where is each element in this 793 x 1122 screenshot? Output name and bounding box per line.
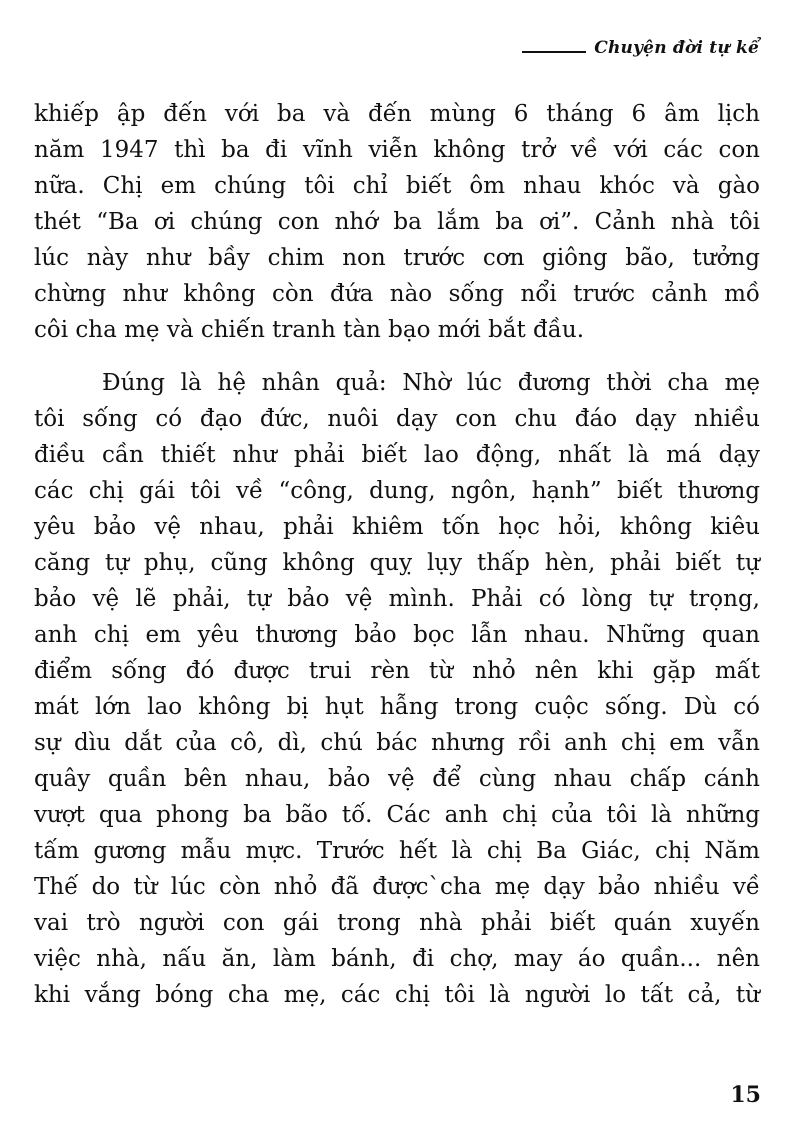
text-line: năm 1947 thì ba đi vĩnh viễn không trở về với các con	[34, 137, 760, 163]
text-line: anh chị em yêu thương bảo bọc lẫn nhau. Những quan	[34, 622, 760, 648]
text-line: quây quần bên nhau, bảo vệ để cùng nhau chấp cánh	[34, 766, 760, 792]
paragraph	[34, 365, 760, 1013]
page-number: 15	[730, 1082, 761, 1108]
paragraph-gap	[34, 348, 760, 365]
text-line: Thế do từ lúc còn nhỏ đã được`cha mẹ dạy bảo nhiều về	[34, 874, 760, 900]
text-line: côi cha mẹ và chiến tranh tàn bạo mới bắt đầu.	[34, 317, 585, 343]
text-line: nữa. Chị em chúng tôi chỉ biết ôm nhau khóc và gào	[34, 173, 760, 199]
text-line: căng tự phụ, cũng không quỵ lụy thấp hèn, phải biết tự	[34, 550, 760, 576]
text-line: việc nhà, nấu ăn, làm bánh, đi chợ, may áo quần... nên	[34, 946, 760, 972]
text-line: bảo vệ lẽ phải, tự bảo vệ mình. Phải có lòng tự trọng,	[34, 586, 760, 612]
text-line: lúc này như bầy chim non trước cơn giông bão, tưởng	[34, 245, 760, 271]
text-line: sự dìu dắt của cô, dì, chú bác nhưng rồi anh chị em vẫn	[34, 730, 760, 756]
text-line: tôi sống có đạo đức, nuôi dạy con chu đáo dạy nhiều	[34, 406, 760, 432]
running-header	[522, 38, 759, 58]
header-rule	[522, 51, 586, 53]
text-line: Đúng là hệ nhân quả: Nhờ lúc đương thời cha mẹ	[102, 370, 760, 396]
text-line: các chị gái tôi về “công, dung, ngôn, hạnh” biết thương	[34, 478, 760, 504]
text-line: khiếp ập đến với ba và đến mùng 6 tháng 6 âm lịch	[34, 101, 760, 127]
text-line: khi vắng bóng cha mẹ, các chị tôi là người lo tất cả, từ	[34, 982, 760, 1008]
body-text	[34, 96, 760, 1013]
text-line: điểm sống đó được trui rèn từ nhỏ nên khi gặp mất	[34, 658, 760, 684]
text-line: mát lớn lao không bị hụt hẫng trong cuộc sống. Dù có	[34, 694, 760, 720]
paragraph	[34, 96, 760, 348]
text-line: vượt qua phong ba bão tố. Các anh chị của tôi là những	[34, 802, 760, 828]
text-line: yêu bảo vệ nhau, phải khiêm tốn học hỏi, không kiêu	[34, 514, 760, 540]
text-line: điều cần thiết như phải biết lao động, nhất là má dạy	[34, 442, 760, 468]
text-line: tấm gương mẫu mực. Trước hết là chị Ba Giác, chị Năm	[34, 838, 760, 864]
text-line: chừng như không còn đứa nào sống nổi trước cảnh mồ	[34, 281, 760, 307]
header-title: Chuyện đời tự kể	[594, 38, 759, 58]
text-line: thét “Ba ơi chúng con nhớ ba lắm ba ơi”. Cảnh nhà tôi	[34, 209, 760, 235]
text-line: vai trò người con gái trong nhà phải biết quán xuyến	[34, 910, 760, 936]
